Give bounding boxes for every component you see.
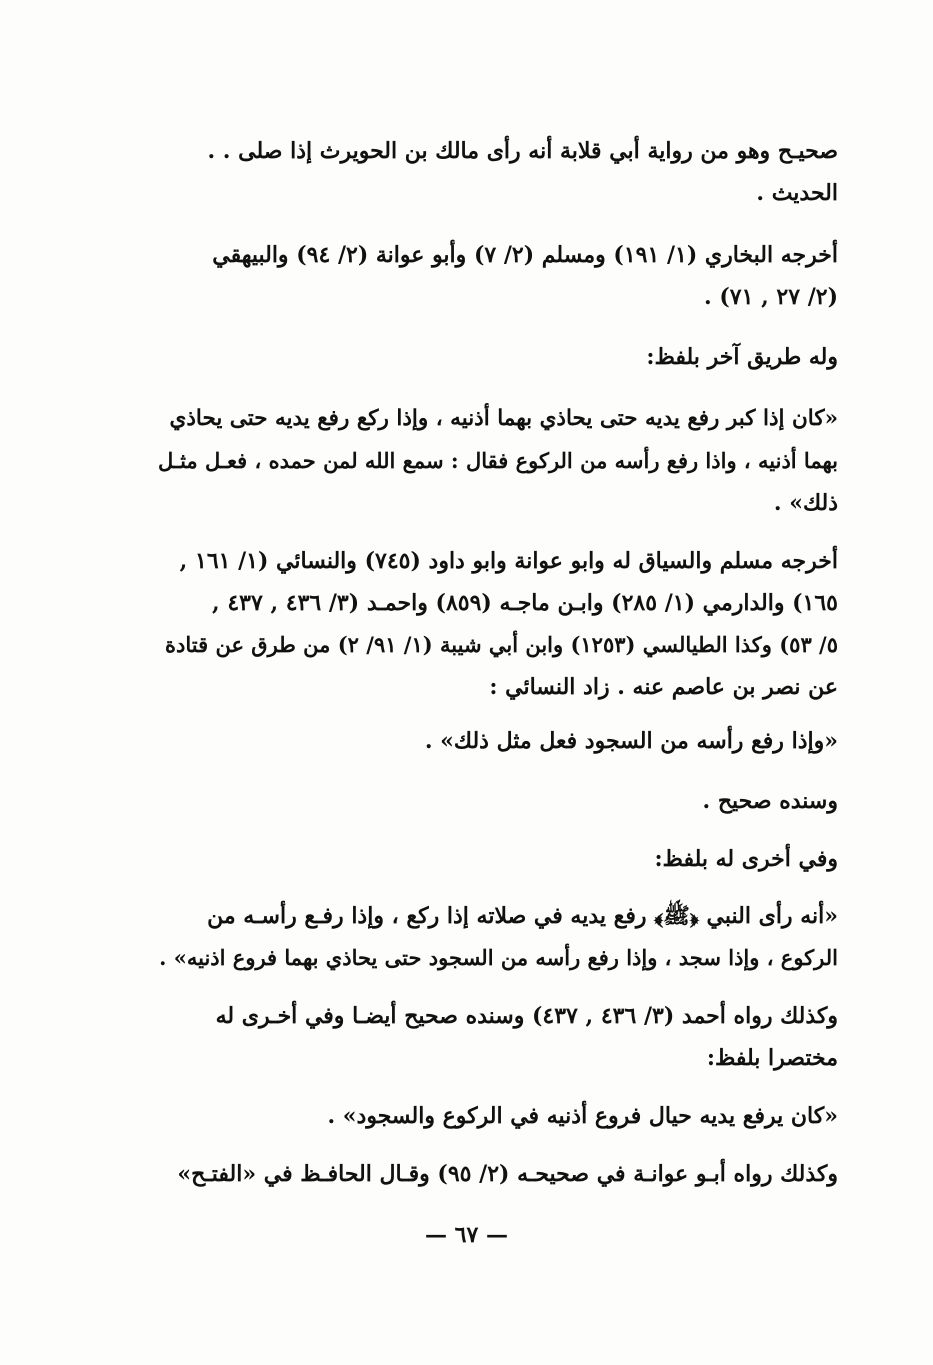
page-number: — ٦٧ — bbox=[425, 1222, 508, 1248]
paragraph-8 bbox=[158, 838, 838, 880]
paragraph-7 bbox=[158, 780, 838, 822]
text-line: (٢/ ٢٧ , ٧١) . bbox=[704, 284, 838, 310]
paragraph-2 bbox=[158, 234, 838, 318]
text-line: «كان إذا كبر رفع يديه حتى يحاذي بهما أذنيه ، وإذا ركع رفع يديه حتى يحاذي bbox=[169, 406, 838, 431]
text-line: وفي أخرى له بلفظ: bbox=[654, 846, 838, 872]
text-line: «كان يرفع يديه حيال فروع أذنيه في الركوع والسجود» . bbox=[327, 1103, 838, 1129]
text-line: أخرجه البخاري (١/ ١٩١) ومسلم (٢/ ٧) وأبو عوانة (٢/ ٩٤) والبيهقي bbox=[212, 242, 838, 268]
text-line: مختصرا بلفظ: bbox=[706, 1045, 838, 1071]
text-line: صحيـح وهو من رواية أبي قلابة أنه رأى مالك بن الحويرث إذا صلى . . bbox=[207, 138, 838, 164]
text-line: عن نصر بن عاصم عنه . زاد النسائي : bbox=[489, 674, 838, 700]
text-line: الركوع ، وإذا سجد ، وإذا رفع رأسه من السجود حتى يحاذي بهما فروع اذنيه» . bbox=[159, 945, 838, 970]
text-line: «وإذا رفع رأسه من السجود فعل مثل ذلك» . bbox=[424, 728, 838, 754]
paragraph-1 bbox=[158, 130, 838, 214]
text-line: «أنه رأى النبي ﴿ﷺ﴾ رفع يديه في صلاته إذا ركع ، وإذا رفـع رأسـه من bbox=[207, 903, 838, 929]
paragraph-4 bbox=[158, 398, 838, 524]
paragraph-5 bbox=[158, 540, 838, 708]
paragraph-10 bbox=[158, 995, 838, 1079]
text-line: بهما أذنيه ، واذا رفع رأسه من الركوع فقال : سمع الله لمن حمده ، فعـل مثـل bbox=[158, 448, 838, 473]
paragraph-9 bbox=[158, 895, 838, 979]
paragraph-6 bbox=[158, 720, 838, 762]
text-line: ٥/ ٥٣) وكذا الطيالسي (١٢٥٣) وابن أبي شيبة (١/ ٩١/ ٢) من طرق عن قتادة bbox=[165, 632, 838, 657]
text-line: وله طريق آخر بلفظ: bbox=[646, 344, 838, 370]
paragraph-3 bbox=[158, 336, 838, 378]
paragraph-12 bbox=[158, 1153, 838, 1195]
paragraph-11 bbox=[158, 1095, 838, 1137]
text-line: وسنده صحيح . bbox=[702, 788, 838, 814]
text-line: الحديث . bbox=[756, 180, 838, 206]
text-line: ١٦٥) والدارمي (١/ ٢٨٥) وابـن ماجـه (٨٥٩) واحمـد (٣/ ٤٣٦ , ٤٣٧ , bbox=[212, 590, 838, 616]
text-line: أخرجه مسلم والسياق له وابو عوانة وابو داود (٧٤٥) والنسائي (١/ ١٦١ , bbox=[179, 548, 838, 574]
text-line: وكذلك رواه أحمد (٣/ ٤٣٦ , ٤٣٧) وسنده صحيح أيضـا وفي أخـرى له bbox=[215, 1003, 838, 1029]
text-line: ذلك» . bbox=[773, 490, 838, 516]
text-line: وكذلك رواه أبـو عوانـة في صحيحـه (٢/ ٩٥) وقـال الحافـظ في «الفتـح» bbox=[177, 1161, 838, 1187]
